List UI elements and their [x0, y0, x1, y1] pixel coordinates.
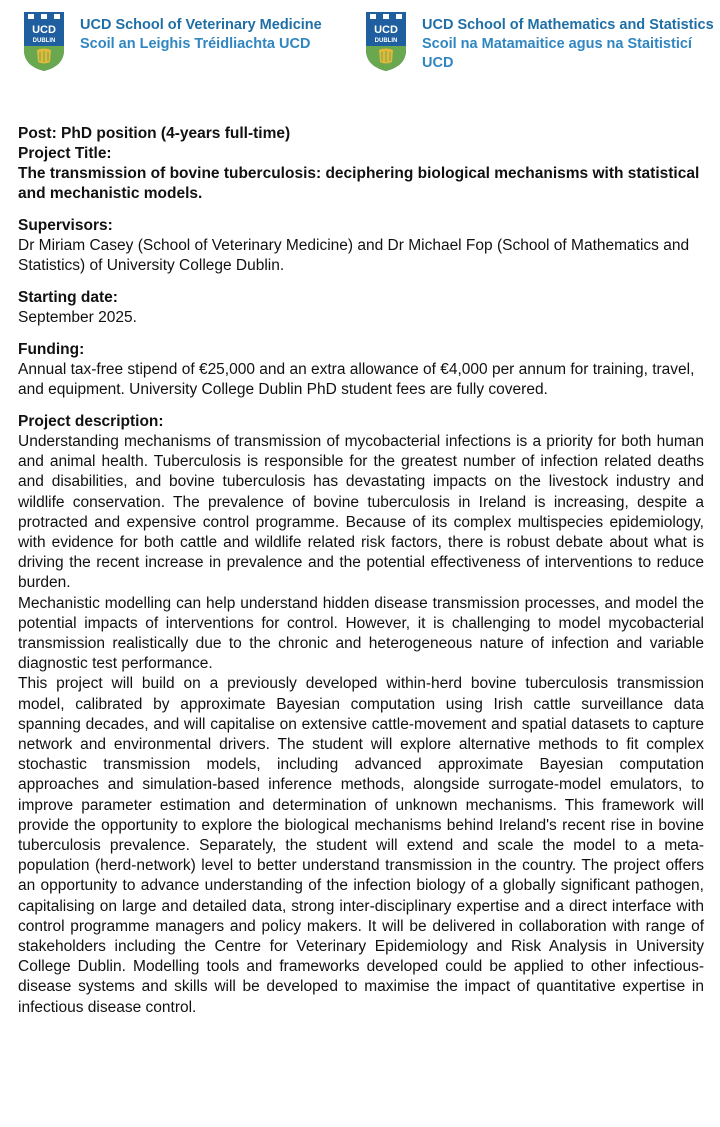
crest-text-ucd: UCD — [374, 24, 398, 36]
vet-medicine-name-ga: Scoil an Leighis Tréidliachta UCD — [80, 36, 311, 52]
description-paragraph: Mechanistic modelling can help understand hidden disease transmission processes, and model the potential impacts of interventions for control. However, it is challenging to model mycobacterial transmission realistically due to the chronic and heterogeneous nature of infection and variable diagnostic test performance. — [18, 594, 704, 673]
starting-date-label: Starting date: — [18, 289, 118, 306]
header — [0, 0, 720, 90]
post-line: Post: PhD position (4-years full-time) — [18, 125, 291, 142]
project-title-value: The transmission of bovine tuberculosis: deciphering biological mechanisms with statistical and mechanistic models. — [18, 165, 700, 202]
description-paragraph: Understanding mechanisms of transmission of mycobacterial infections is a priority for both human and animal health. Tuberculosis is responsible for the greatest number of infection related deaths and disabilities, and bovine tuberculosis has devastating impacts on the livestock industry and wildlife conservation. The prevalence of bovine tuberculosis in Ireland is increasing, despite a protracted and expensive control programme. Because of its complex multispecies epidemiology, with evidence for both cattle and wildlife related risk factors, there is robust debate about what is driving the recent increase in prevalence and the potential effectiveness of interventions to reduce burden. — [18, 433, 704, 592]
maths-stats-name-en: UCD School of Mathematics and Statistics — [422, 17, 714, 33]
project-description-label: Project description: — [18, 413, 164, 430]
maths-stats-name-ga: Scoil na Matamaitice agus na Staitisticí UCD — [422, 36, 692, 71]
vet-medicine-name-en: UCD School of Veterinary Medicine — [80, 17, 322, 33]
description-paragraph: This project will build on a previously developed within-herd bovine tuberculosis transmission model, calibrated by approximate Bayesian computation using Irish cattle surveillance data spanning decades, and will capitalise on extensive cattle-movement and spatial datasets to capture network and environmental drivers. The student will explore alternative methods to fit complex stochastic transmission models, including advanced approximate Bayesian computation approaches and simulation-based inference methods, alongside surrogate-model emulators, to improve parameter estimation and determination of unknown mechanisms. This framework will provide the opportunity to explore the biological mechanisms behind Ireland's recent rise in bovine tuberculosis prevalence. Separately, the student will extend and scale the model to a meta-population (herd-network) level to better understand transmission in the country. The project offers an opportunity to advance understanding of the infection biology of a globally significant pathogen, capitalising on large and detailed data, strong inter-disciplinary expertise and a direct interface with control programme managers and policy makers. It will be delivered in collaboration with range of stakeholders including the Centre for Veterinary Epidemiology and Risk Analysis in University College Dublin. Modelling tools and frameworks developed could be applied to other infectious-disease systems and skills will be developed to maximise the impact of quantitative expertise in infectious disease control. — [18, 675, 704, 1016]
crest-text-dublin: DUBLIN — [374, 38, 398, 44]
ucd-crest-icon — [364, 10, 408, 72]
funding-label: Funding: — [18, 341, 85, 358]
crest-text-ucd: UCD — [32, 24, 56, 36]
funding-section — [18, 340, 704, 400]
crest-text-dublin: DUBLIN — [32, 38, 56, 44]
ucd-crest-icon — [22, 10, 66, 72]
supervisors-value: Dr Miriam Casey (School of Veterinary Medicine) and Dr Michael Fop (School of Mathematics and Statistics) of University College Dublin. — [18, 237, 690, 274]
starting-date-section — [18, 288, 704, 328]
supervisors-section — [18, 216, 704, 276]
maths-stats-name — [422, 16, 720, 73]
vet-medicine-logo — [22, 10, 322, 72]
project-title-section — [18, 144, 704, 204]
starting-date-value: September 2025. — [18, 309, 137, 326]
supervisors-label: Supervisors: — [18, 217, 113, 234]
funding-value: Annual tax-free stipend of €25,000 and an extra allowance of €4,000 per annum for training, travel, and equipment. University College Dublin PhD student fees are fully covered. — [18, 361, 695, 398]
vet-medicine-name — [80, 16, 322, 54]
job-posting — [18, 124, 704, 1018]
project-title-label: Project Title: — [18, 145, 112, 162]
maths-stats-logo — [364, 10, 720, 73]
